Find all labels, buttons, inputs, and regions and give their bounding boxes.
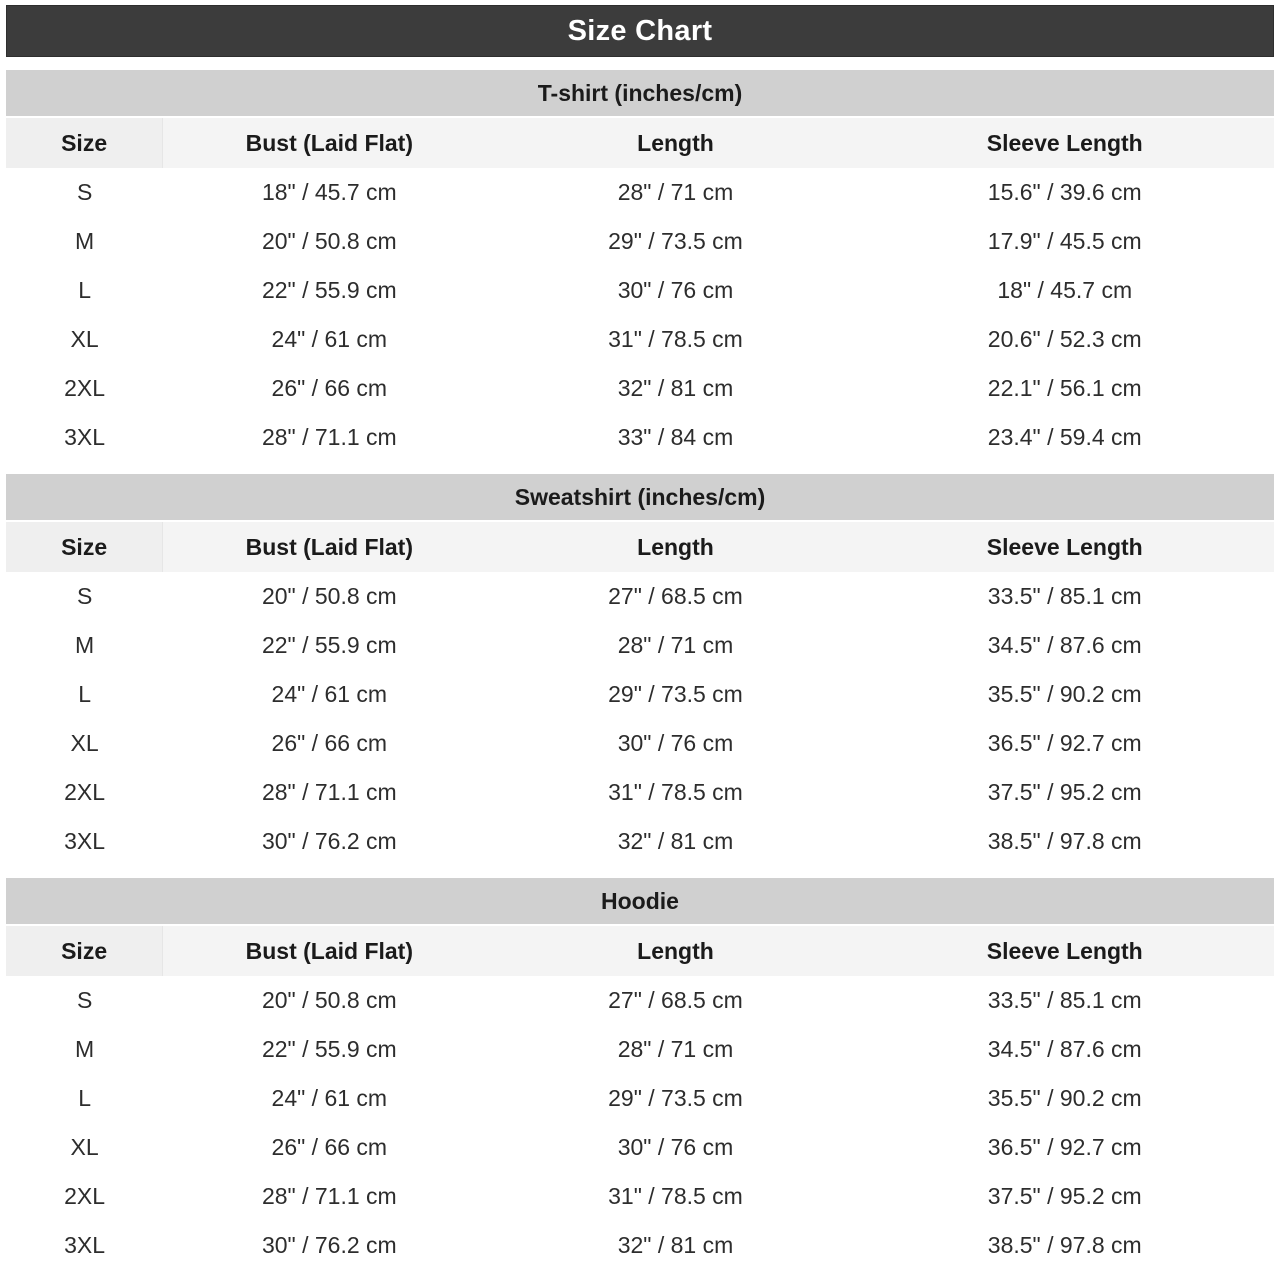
table-cell: 26" / 66 cm [163,1123,495,1172]
table-cell: M [6,1025,163,1074]
table-cell: XL [6,719,163,768]
column-header-sleeve-length: Sleeve Length [856,522,1274,572]
table-cell: 33" / 84 cm [495,413,855,462]
table-row [6,670,1274,719]
table-row [6,1123,1274,1172]
table-cell: 35.5" / 90.2 cm [856,670,1274,719]
table-cell: 20.6" / 52.3 cm [856,315,1274,364]
table-row [6,719,1274,768]
table-row [6,1221,1274,1270]
table-cell: 20" / 50.8 cm [163,572,495,621]
page-title-bar [6,5,1274,57]
table-cell: 3XL [6,413,163,462]
tshirt-section-header [6,70,1274,116]
table-row [6,976,1274,1025]
section-title: T-shirt (inches/cm) [537,79,743,106]
table-cell: 18" / 45.7 cm [163,168,495,217]
table-cell: 2XL [6,768,163,817]
table-body [6,976,1274,1270]
table-row [6,266,1274,315]
table-cell: 37.5" / 95.2 cm [856,1172,1274,1221]
table-cell: 2XL [6,364,163,413]
table-cell: L [6,1074,163,1123]
table-cell: 28" / 71.1 cm [163,768,495,817]
table-cell: 22.1" / 56.1 cm [856,364,1274,413]
table-cell: 32" / 81 cm [495,1221,855,1270]
column-header-bust: Bust (Laid Flat) [163,522,495,572]
table-cell: 33.5" / 85.1 cm [856,572,1274,621]
table-cell: 22" / 55.9 cm [163,621,495,670]
table-cell: 3XL [6,1221,163,1270]
table-row [6,1172,1274,1221]
table-header-row [6,118,1274,168]
table-row [6,168,1274,217]
table-cell: 31" / 78.5 cm [495,768,855,817]
table-cell: 30" / 76 cm [495,266,855,315]
table-cell: 36.5" / 92.7 cm [856,719,1274,768]
table-cell: 26" / 66 cm [163,719,495,768]
table-cell: 28" / 71.1 cm [163,1172,495,1221]
table-cell: 22" / 55.9 cm [163,1025,495,1074]
table-cell: L [6,266,163,315]
column-header-sleeve-length: Sleeve Length [856,118,1274,168]
table-cell: 24" / 61 cm [163,670,495,719]
table-cell: S [6,976,163,1025]
section-title: Sweatshirt (inches/cm) [514,483,766,510]
table-cell: 37.5" / 95.2 cm [856,768,1274,817]
table-row [6,1074,1274,1123]
table-row [6,621,1274,670]
table-cell: 23.4" / 59.4 cm [856,413,1274,462]
table-row [6,768,1274,817]
column-header-sleeve-length: Sleeve Length [856,926,1274,976]
table-cell: S [6,168,163,217]
column-header-size: Size [6,118,163,168]
hoodie-section-header [6,878,1274,924]
table-cell: L [6,670,163,719]
page-title: Size Chart [567,14,713,47]
table-cell: 36.5" / 92.7 cm [856,1123,1274,1172]
table-cell: 24" / 61 cm [163,315,495,364]
table-cell: 28" / 71 cm [495,168,855,217]
table-header-row [6,522,1274,572]
table-cell: M [6,217,163,266]
hoodie-size-table [6,878,1274,1270]
column-header-length: Length [495,522,855,572]
column-header-size: Size [6,926,163,976]
tshirt-size-table [6,70,1274,462]
table-cell: 17.9" / 45.5 cm [856,217,1274,266]
table-cell: 32" / 81 cm [495,817,855,866]
table-row [6,364,1274,413]
table-cell: 28" / 71 cm [495,1025,855,1074]
table-cell: 34.5" / 87.6 cm [856,621,1274,670]
table-cell: 32" / 81 cm [495,364,855,413]
table-cell: 29" / 73.5 cm [495,1074,855,1123]
table-cell: 27" / 68.5 cm [495,572,855,621]
table-cell: S [6,572,163,621]
table-cell: XL [6,315,163,364]
table-cell: 26" / 66 cm [163,364,495,413]
table-row [6,1025,1274,1074]
table-cell: 27" / 68.5 cm [495,976,855,1025]
table-cell: 30" / 76 cm [495,719,855,768]
table-cell: 35.5" / 90.2 cm [856,1074,1274,1123]
column-header-bust: Bust (Laid Flat) [163,926,495,976]
table-cell: 38.5" / 97.8 cm [856,817,1274,866]
table-cell: 29" / 73.5 cm [495,217,855,266]
section-title: Hoodie [601,887,679,914]
table-body [6,168,1274,462]
sweatshirt-size-table [6,474,1274,866]
table-cell: 20" / 50.8 cm [163,976,495,1025]
table-cell: M [6,621,163,670]
table-cell: 30" / 76.2 cm [163,1221,495,1270]
table-cell: 33.5" / 85.1 cm [856,976,1274,1025]
table-cell: XL [6,1123,163,1172]
table-cell: 30" / 76.2 cm [163,817,495,866]
table-cell: 28" / 71.1 cm [163,413,495,462]
table-cell: 38.5" / 97.8 cm [856,1221,1274,1270]
table-cell: 15.6" / 39.6 cm [856,168,1274,217]
table-cell: 28" / 71 cm [495,621,855,670]
table-cell: 34.5" / 87.6 cm [856,1025,1274,1074]
column-header-size: Size [6,522,163,572]
table-cell: 29" / 73.5 cm [495,670,855,719]
table-header-row [6,926,1274,976]
table-cell: 31" / 78.5 cm [495,1172,855,1221]
table-row [6,817,1274,866]
table-body [6,572,1274,866]
table-cell: 22" / 55.9 cm [163,266,495,315]
table-cell: 3XL [6,817,163,866]
table-row [6,572,1274,621]
table-cell: 24" / 61 cm [163,1074,495,1123]
table-row [6,413,1274,462]
table-cell: 31" / 78.5 cm [495,315,855,364]
table-cell: 30" / 76 cm [495,1123,855,1172]
table-cell: 18" / 45.7 cm [856,266,1274,315]
table-cell: 20" / 50.8 cm [163,217,495,266]
sweatshirt-section-header [6,474,1274,520]
column-header-length: Length [495,926,855,976]
table-cell: 2XL [6,1172,163,1221]
table-row [6,315,1274,364]
column-header-length: Length [495,118,855,168]
column-header-bust: Bust (Laid Flat) [163,118,495,168]
table-row [6,217,1274,266]
